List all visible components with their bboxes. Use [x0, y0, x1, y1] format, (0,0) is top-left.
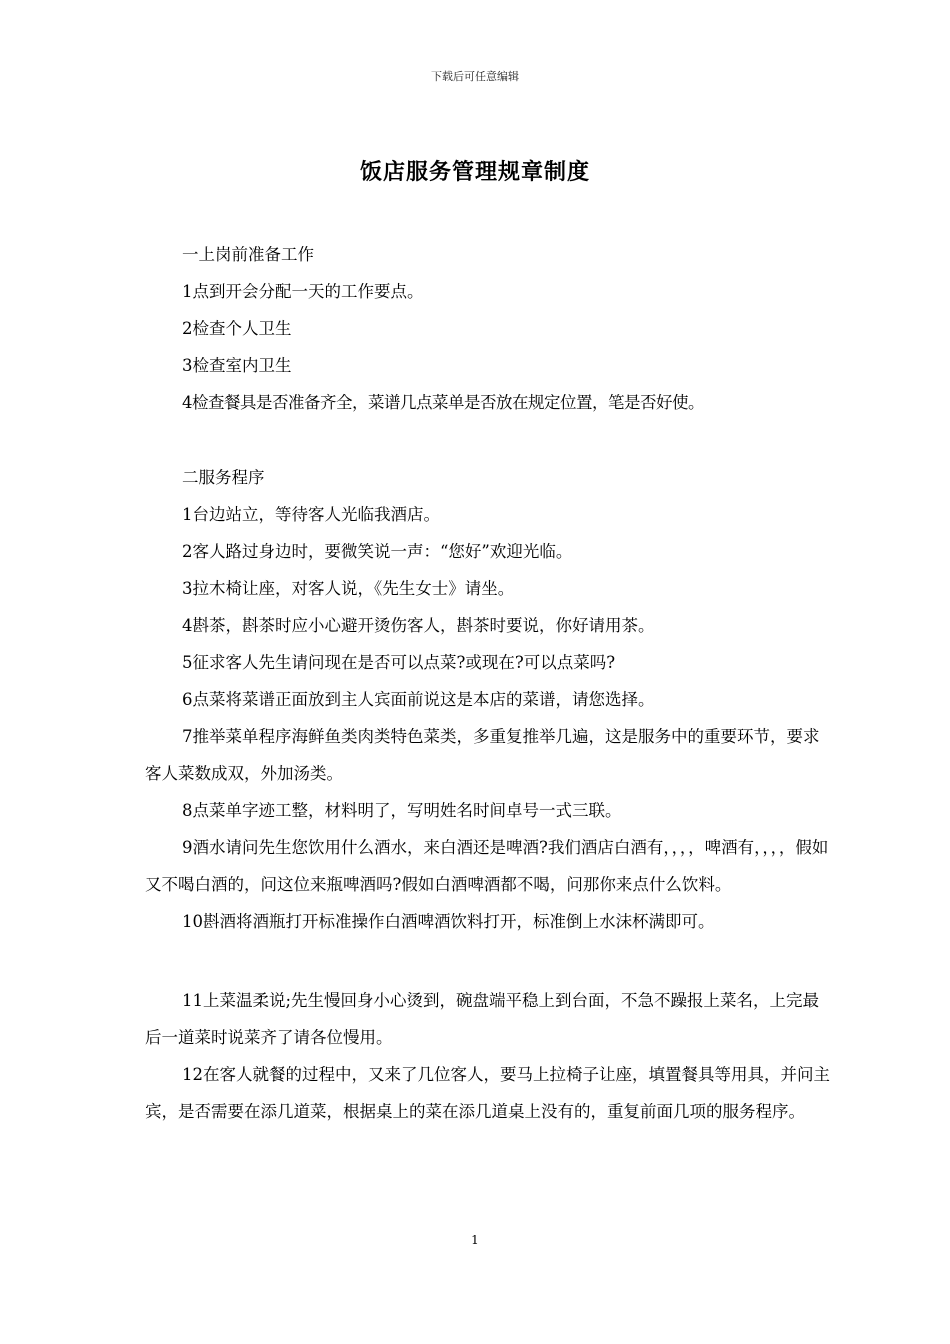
document-body [145, 236, 835, 1130]
preparation-item-2: 2检查个人卫生 [182, 319, 292, 338]
service-item-10: 10斟酒将酒瓶打开标准操作白酒啤酒饮料打开，标准倒上水沫杯满即可。 [182, 912, 715, 931]
section-spacer [145, 940, 835, 982]
section-heading-preparation: 一上岗前准备工作 [182, 245, 314, 264]
header-note: 下载后可任意编辑 [431, 70, 519, 83]
preparation-item-3: 3检查室内卫生 [182, 356, 292, 375]
section-spacer [145, 421, 835, 459]
service-item-6: 6点菜将菜谱正面放到主人宾面前说这是本店的菜谱，请您选择。 [182, 690, 655, 709]
service-item-9: 9酒水请问先生您饮用什么酒水，来白酒还是啤酒?我们酒店白酒有，，，，啤酒有，，，，假如又不喝白酒的，问这位来瓶啤酒吗?假如白酒啤酒都不喝，问那你来点什么饮料。 [145, 838, 829, 894]
service-item-12: 12在客人就餐的过程中，又来了几位客人，要马上拉椅子让座，填置餐具等用具，并问主宾，是否需要在添几道菜，根据桌上的菜在添几道桌上没有的，重复前面几项的服务程序。 [145, 1065, 830, 1121]
service-item-7: 7推举菜单程序海鲜鱼类肉类特色菜类，多重复推举几遍，这是服务中的重要环节，要求客人菜数成双，外加汤类。 [145, 727, 820, 783]
page-number: 1 [471, 1233, 479, 1247]
section-heading-service: 二服务程序 [182, 468, 265, 487]
service-item-3: 3拉木椅让座，对客人说，《先生女士》请坐。 [182, 579, 515, 598]
service-item-2: 2客人路过身边时，要微笑说一声：“您好”欢迎光临。 [182, 542, 573, 561]
page-title: 饭店服务管理规章制度 [359, 159, 590, 185]
preparation-item-4: 4检查餐具是否准备齐全，菜谱几点菜单是否放在规定位置，笔是否好使。 [182, 393, 704, 412]
service-item-4: 4斟茶，斟茶时应小心避开烫伤客人，斟茶时要说，你好请用茶。 [182, 616, 655, 635]
service-item-5: 5征求客人先生请问现在是否可以点菜?或现在?可以点菜吗? [182, 653, 616, 672]
preparation-item-1: 1点到开会分配一天的工作要点。 [182, 282, 424, 301]
service-item-11: 11上菜温柔说;先生慢回身小心烫到，碗盘端平稳上到台面，不急不躁报上菜名，上完最后一道菜时说菜齐了请各位慢用。 [145, 991, 820, 1047]
service-item-1: 1台边站立，等待客人光临我酒店。 [182, 505, 440, 524]
service-item-8: 8点菜单字迹工整，材料明了，写明姓名时间卓号一式三联。 [182, 801, 622, 820]
